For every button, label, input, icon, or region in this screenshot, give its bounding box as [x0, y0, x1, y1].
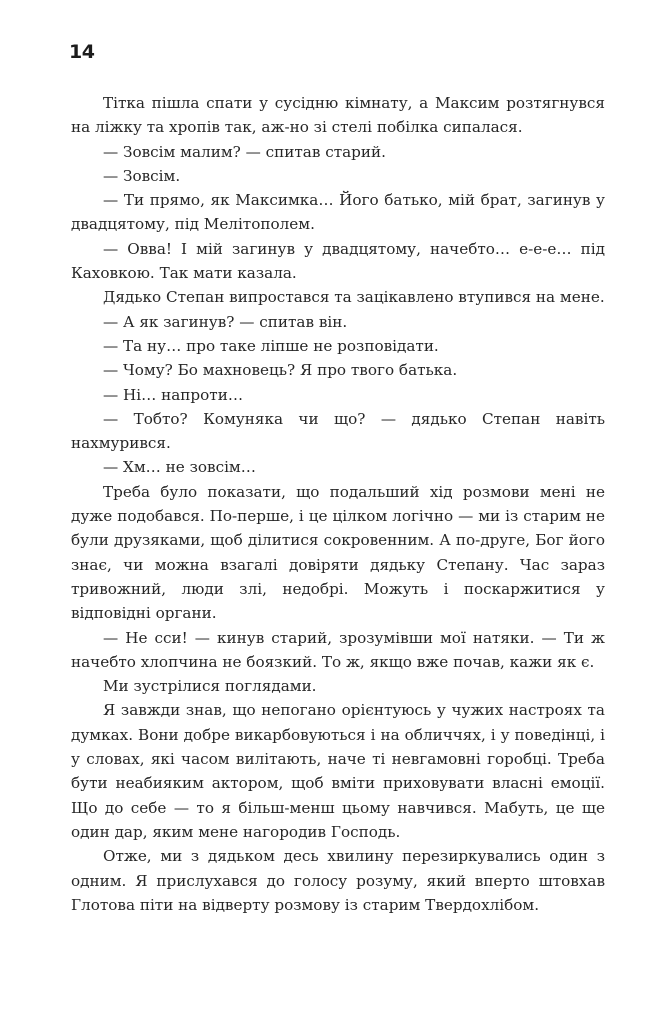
paragraph: — Хм… не зовсім… — [103, 458, 256, 477]
paragraph: — Та ну… про таке ліпше не розповідати. — [103, 336, 439, 355]
paragraph: Дядько Степан випростався та зацікавлено втупився на мене. — [103, 288, 605, 307]
paragraph: Тітка пішла спати у сусідню кімнату, а Максим розтягнувся на ліжку та хропів так, аж-но зі стелі побілка сипалася. — [71, 94, 605, 137]
paragraph: — Овва! І мій загинув у двадцятому, начебто… е-е-е… під Каховкою. Так мати казала. — [71, 239, 605, 283]
paragraph: Я завжди знав, що непогано орієнтуюсь у чужих настроях та думках. Вони добре викарбовуються і на обличчях, і у поведінці, і у словах, які часом вилітають, наче ті невгамовні горобці. Треба бути неабияким актором, щоб вміти приховувати власні емоції. Що до себе — то я більш-менш цьому навчився. Мабуть, це ще один дар, яким мене нагородив Господь. — [71, 701, 605, 841]
paragraph: — Тобто? Комуняка чи що? — дядько Степан навіть нахмурився. — [71, 409, 605, 453]
paragraph: — Чому? Бо махновець? Я про твого батька. — [103, 361, 458, 380]
paragraph: — Ти прямо, як Максимка… Його батько, мій брат, загинув у двадцятому, під Мелітополем. — [71, 191, 605, 234]
body-text — [71, 91, 605, 917]
paragraph: — Не сси! — кинув старий, зрозумівши мої натяки. — Ти ж начебто хлопчина не боязкий. То ж, якщо вже почав, кажи як є. — [71, 628, 605, 671]
paragraph: Отже, ми з дядьком десь хвилину перезиркувались один з одним. Я прислухався до голосу розуму, який вперто штовхав Глотова піти на відверту розмову із старим Твердохлібом. — [71, 847, 605, 914]
page-number: 14 — [69, 41, 95, 63]
paragraph: — Зовсім. — [103, 166, 181, 185]
paragraph: Треба було показати, що подальший хід розмови мені не дуже подобався. По-перше, і це цілком логічно — ми із старим не були друзяками, щоб ділитися сокровенним. А по-друге, Бог його знає, чи можна взагалі довіряти дядьку Степану. Час зараз тривожний, люди злі, недобрі. Можуть і поскаржитися у відповідні органи. — [71, 482, 605, 623]
paragraph: — А як загинув? — спитав він. — [103, 312, 348, 331]
paragraph: — Ні… напроти… — [103, 385, 244, 404]
paragraph: Ми зустрілися поглядами. — [103, 677, 317, 696]
paragraph: — Зовсім малим? — спитав старий. — [103, 142, 386, 161]
